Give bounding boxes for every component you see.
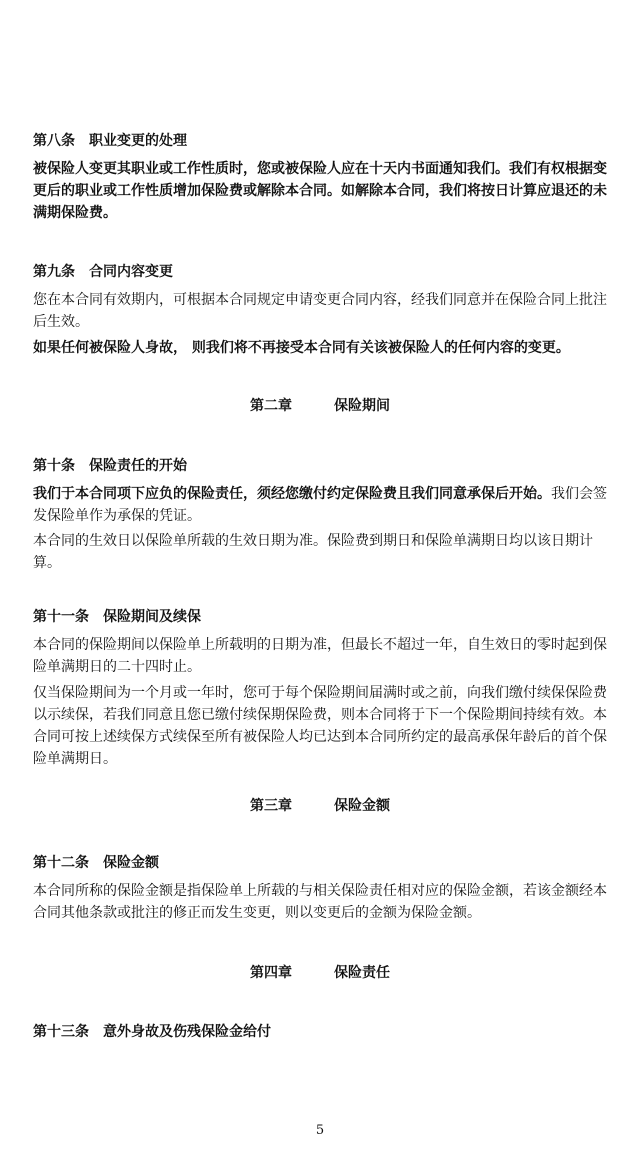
article-10-paragraph-2: 本合同的生效日以保险单所载的生效日期为准。保险费到期日和保险单满期日均以该日期计算。 xyxy=(33,533,593,571)
article-8-heading: 第八条 职业变更的处理 xyxy=(33,133,187,149)
article-9-heading: 第九条 合同内容变更 xyxy=(33,264,173,280)
page-number: 5 xyxy=(315,1123,325,1138)
chapter-2-title: 第二章 保险期间 xyxy=(250,398,390,414)
article-9-paragraph-1: 您在本合同有效期内，可根据本合同规定申请变更合同内容，经我们同意并在保险合同上批注后生效。 xyxy=(33,292,607,330)
article-11-paragraph-1: 本合同的保险期间以保险单上所载明的日期为准，但最长不超过一年，自生效日的零时起到保险单满期日的二十四时止。 xyxy=(33,637,607,675)
chapter-4-title: 第四章 保险责任 xyxy=(250,965,390,981)
article-8-paragraph-1: 被保险人变更其职业或工作性质时，您或被保险人应在十天内书面通知我们。我们有权根据变更后的职业或工作性质增加保险费或解除本合同。如解除本合同，我们将按日计算应退还的未满期保险费。 xyxy=(33,161,607,221)
article-11-heading: 第十一条 保险期间及续保 xyxy=(33,609,201,625)
article-11-paragraph-2: 仅当保险期间为一个月或一年时，您可于每个保险期间届满时或之前，向我们缴付续保保险费以示续保，若我们同意且您已缴付续保期保险费，则本合同将于下一个保险期间持续有效。本合同可按上述续保方式续保至所有被保险人均已达到本合同所约定的最高承保年龄后的首个保险单满期日。 xyxy=(33,685,607,767)
article-10-paragraph-1 xyxy=(33,483,611,527)
article-10-paragraph-1-bold: 我们于本合同项下应负的保险责任，须经您缴付约定保险费且我们同意承保后开始。 xyxy=(33,486,551,502)
article-10-paragraph-1-rest: 我们会签发保险单作为承保的凭证。 xyxy=(33,486,607,524)
article-13-heading: 第十三条 意外身故及伤残保险金给付 xyxy=(33,1024,271,1040)
article-12-heading: 第十二条 保险金额 xyxy=(33,855,159,871)
chapter-3-title: 第三章 保险金额 xyxy=(250,798,390,814)
article-12-paragraph-1: 本合同所称的保险金额是指保险单上所载的与相关保险责任相对应的保险金额，若该金额经本合同其他条款或批注的修正而发生变更，则以变更后的金额为保险金额。 xyxy=(33,883,607,921)
article-10-heading: 第十条 保险责任的开始 xyxy=(33,458,187,474)
article-9-paragraph-2: 如果任何被保险人身故， 则我们将不再接受本合同有关该被保险人的任何内容的变更。 xyxy=(33,340,570,356)
